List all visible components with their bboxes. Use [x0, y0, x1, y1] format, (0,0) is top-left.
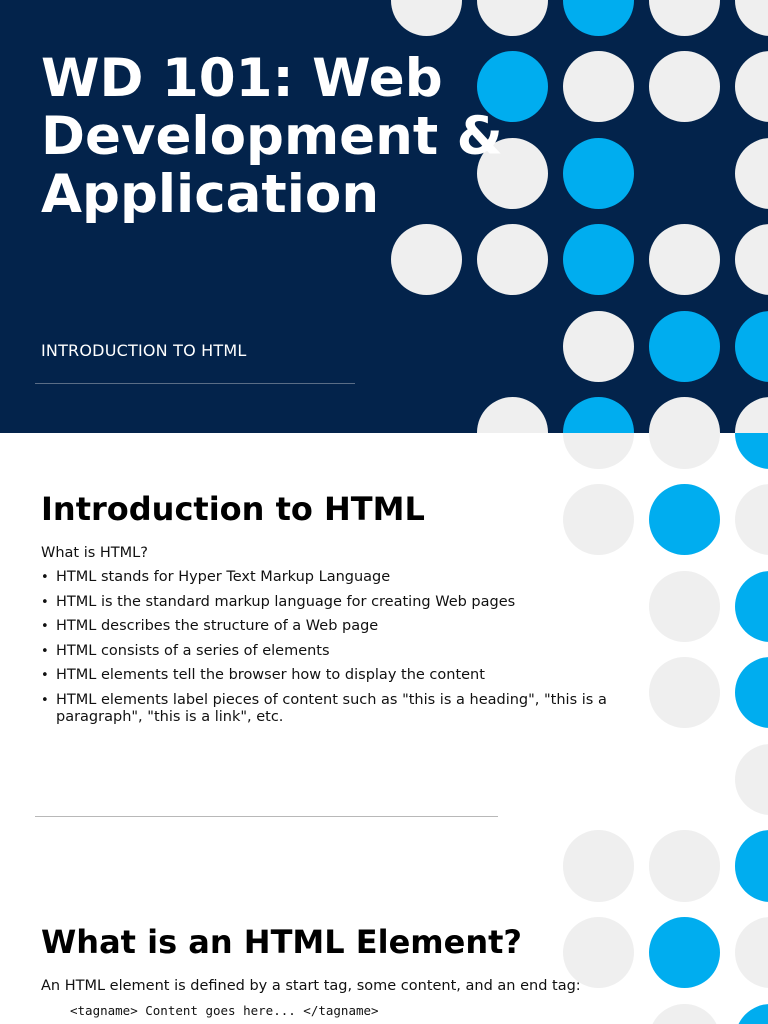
- decorative-dot: [735, 0, 768, 36]
- decorative-dot: [649, 657, 720, 728]
- decorative-dot: [735, 830, 768, 866]
- bullet-list: [41, 569, 621, 734]
- presentation-subtitle: INTRODUCTION TO HTML: [41, 341, 247, 360]
- decorative-dot: [477, 224, 548, 295]
- decorative-dot: [649, 224, 720, 295]
- decorative-dot: [735, 484, 768, 555]
- slide-question: What is HTML?: [41, 545, 148, 561]
- decorative-dot: [649, 0, 720, 36]
- bullet-item: • HTML stands for Hyper Text Markup Language: [41, 569, 621, 587]
- decorative-dot: [649, 1004, 720, 1024]
- decorative-dot: [649, 433, 720, 469]
- slide-heading: Introduction to HTML: [41, 490, 425, 528]
- decorative-dot: [735, 51, 768, 122]
- decorative-dot: [735, 1004, 768, 1024]
- decorative-dot: [735, 744, 768, 815]
- decorative-dot: [649, 571, 720, 642]
- decorative-dot: [477, 0, 548, 36]
- html-element-slide: [0, 866, 768, 1024]
- decorative-dot: [563, 397, 634, 433]
- decorative-dot: [735, 311, 768, 382]
- decorative-dot: [735, 571, 768, 642]
- slide-divider: [35, 816, 498, 817]
- decorative-dot: [563, 138, 634, 209]
- decorative-dot: [391, 224, 462, 295]
- decorative-dot: [649, 484, 720, 555]
- decorative-dot: [649, 311, 720, 382]
- decorative-dot: [563, 224, 634, 295]
- decorative-dot: [563, 433, 634, 469]
- decorative-dot: [735, 397, 768, 433]
- decorative-dot: [735, 657, 768, 728]
- bullet-item: • HTML elements label pieces of content such as "this is a heading", "this is a paragraph", "this is a link", etc.: [41, 692, 621, 727]
- presentation-title: WD 101: Web Development & Application: [41, 48, 503, 225]
- slide-heading: What is an HTML Element?: [41, 923, 522, 961]
- decorative-dot: [563, 0, 634, 36]
- bullet-item: • HTML elements tell the browser how to display the content: [41, 667, 621, 685]
- decorative-dot: [735, 917, 768, 988]
- decorative-dot: [735, 866, 768, 902]
- decorative-dot: [477, 397, 548, 433]
- bullet-item: • HTML describes the structure of a Web page: [41, 618, 621, 636]
- decorative-dot: [563, 311, 634, 382]
- decorative-dot: [563, 866, 634, 902]
- decorative-dot: [735, 224, 768, 295]
- decorative-dot: [649, 917, 720, 988]
- decorative-dot: [563, 51, 634, 122]
- slide-text: An HTML element is defined by a start tag, some content, and an end tag:: [41, 978, 581, 994]
- decorative-dot: [391, 0, 462, 36]
- decorative-dot: [735, 433, 768, 469]
- code-example: <tagname> Content goes here... </tagname>: [70, 1003, 379, 1018]
- decorative-dot: [563, 830, 634, 866]
- bullet-item: • HTML consists of a series of elements: [41, 643, 621, 661]
- decorative-dot: [563, 484, 634, 555]
- title-slide: [0, 0, 768, 433]
- intro-html-slide: [0, 433, 768, 866]
- title-divider: [35, 383, 355, 384]
- decorative-dot: [649, 830, 720, 866]
- bullet-item: • HTML is the standard markup language for creating Web pages: [41, 594, 621, 612]
- decorative-dot: [649, 866, 720, 902]
- decorative-dot: [649, 51, 720, 122]
- decorative-dot: [735, 138, 768, 209]
- decorative-dot: [649, 397, 720, 433]
